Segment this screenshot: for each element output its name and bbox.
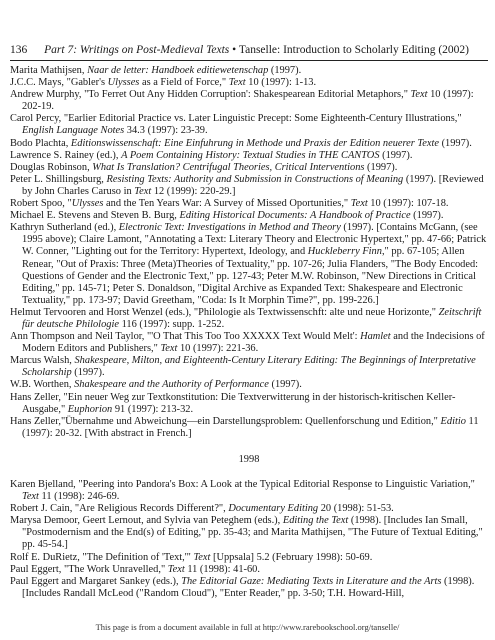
entries-1997 [10,65,488,440]
entry-text: Paul Eggert, "The Work Unravelled," [10,563,168,575]
bibliography-entry [10,174,488,198]
entry-text: Michael E. Stevens and Steven B. Burg, [10,210,180,222]
entry-title: English Language Notes [22,125,125,137]
bibliography-entry [10,150,488,162]
bibliography-entry [10,576,488,600]
entry-text: Douglas Robinson, [10,161,93,173]
bibliography-entry [10,416,488,440]
entry-text: 11 (1998): 41-60. [184,563,260,575]
entry-title: The Editorial Gaze: Mediating Texts in Literature and the Arts [181,575,442,587]
entry-text: (1997). [438,137,472,149]
entry-text: Marita Mathijsen, [10,65,88,76]
entry-text: 34.3 (1997): 23-39. [124,125,208,137]
bibliography-entry [10,65,488,77]
bibliography-entry [10,379,488,391]
bibliography-entry [10,479,488,503]
header-rule [10,60,488,61]
bibliography-entry [10,210,488,222]
bibliography-entry [10,89,488,113]
entry-title: Text [22,491,39,503]
bibliography-entry [10,355,488,379]
footer-note: This page is from a document available in full at http://www.rarebookschool.org/tanselle/ [95,622,400,632]
entry-text: Andrew Murphy, "To Ferret Out Any Hidden Corruption': Shakespearean Editorial Metaphors," [10,89,411,101]
entry-title: Resisting Texts: Authority and Submission in Constructions of Meaning [106,173,404,185]
bibliography-entry [10,392,488,416]
entry-text: Bodo Plachta, [10,137,71,149]
entry-text: ," pp. 67-105; Allen Renear, "Out of Praxis: Three (Meta)Theories of Textuality," pp. 107-26; Julia Flanders, "The Body Encoded: Questions of Gender and the Electronic Text," pp. 127-43; Peter M.W. Robinson, "New Directions in Critical Editing," pp. 145-71; Peter S. Donaldson, "Digital Archive as Expanded Text: Shakespeare and Electronic Textuality," pp. 173-97; David Greetham, "Coda: Is It Morphin Time?", pp. 199-226.] [22,246,479,306]
entry-title: Editing Historical Documents: A Handbook of Practice [179,210,411,222]
entry-text: (1997). [410,210,444,222]
entry-text: [Uppsala] 5.2 (February 1998): 50-69. [210,551,373,563]
entry-text: (1997). [Reviewed by John Charles Caruso in [22,173,484,197]
entry-title: Text [410,89,428,101]
entry-text: Rolf E. DuRietz, "The Definition of 'Text,'" [10,551,194,563]
entry-title: Editio [440,415,466,427]
entry-text: (1997). [268,65,302,76]
entry-title: Electronic Text: Investigations in Method and Theory [118,222,341,234]
entry-text: Hans Zeller,"Übernahme und Abweichung—ein Darstellungsproblem: Quellenforschung und Edition," [10,415,441,427]
entry-text: and the Indecisions of Modern Editors and Publishers," [22,331,485,355]
bibliography-entry [10,113,488,137]
bibliography-entry [10,515,488,551]
entry-title: Text [134,185,152,197]
bibliography-entry [10,222,488,307]
entry-text: 116 (1997): supp. 1-252. [118,318,225,330]
entry-text: Peter L. Shillingsburg, [10,173,107,185]
entry-title: Hamlet [360,331,391,343]
entry-title: Text [167,563,185,575]
entry-text: Hans Zeller, "Ein neuer Weg zur Textkonstitution: Die Textverwitterung in der historisch-kritischen Keller-Ausgabe," [10,391,456,415]
entry-text: 11 (1997): 20-32. [With abstract in French.] [22,415,479,439]
header-separator: • [232,44,237,56]
entry-text: Ann Thompson and Neil Taylor, "'O That This Too Too XXXXX Text Would Melt': [10,331,361,343]
bibliography-entry [10,503,488,515]
entry-text: Robert Spoo, " [10,198,72,210]
entry-title: Text [160,343,178,355]
entry-text: J.C.C. Mays, "Gabler's [10,77,108,89]
entry-text: Kathryn Sutherland (ed.), [10,222,119,234]
entry-title: Shakespeare and the Authority of Performance [74,379,269,391]
bibliography-entry [10,564,488,576]
entry-title: Ulysses [71,198,104,210]
bibliography-entry [10,307,488,331]
entry-title: Huckleberry Finn [307,246,382,258]
bibliography-entry [10,138,488,150]
entry-title: Text [193,551,211,563]
entry-text: as a Field of Force," [139,77,229,89]
entry-text: Paul Eggert and Margaret Sankey (eds.), [10,575,182,587]
year-heading: 1998 [238,453,260,465]
bibliography [10,65,488,600]
entry-title: Documentary Editing [228,503,319,515]
entry-text: Robert J. Cain, "Are Religious Records Different?", [10,503,229,515]
running-header [10,44,488,56]
running-subtitle: Tanselle: Introduction to Scholarly Editing (2002) [238,44,469,56]
entry-text: (1997). [379,149,413,161]
entry-text: 10 (1997): 1-13. [245,77,317,89]
entry-title: Text [350,198,368,210]
entry-text: (1998). [Includes Randall McLeod ("Random Cloud"), "Enter Reader," pp. 3-50; T.H. Howard-Hill, [22,575,475,599]
entry-title: A Poem Containing History: Textual Studies in THE CANTOS [121,149,380,161]
entry-title: Naar de letter: Handboek editiewetenschap [87,65,269,76]
entry-title: Text [228,77,246,89]
bibliography-entry [10,198,488,210]
entry-text: Marcus Walsh, [10,355,75,367]
entry-title: Euphorion [67,403,113,415]
entry-text: Lawrence S. Rainey (ed.), [10,149,122,161]
entry-text: 10 (1997): 202-19. [22,89,474,113]
entry-title: Ulysses [107,77,140,89]
bibliography-entry [10,552,488,564]
entry-text: Marysa Demoor, Geert Lernout, and Sylvia van Peteghem (eds.), [10,515,283,527]
entry-title: Zeitschrift für deutsche Philologie [22,306,482,330]
entry-text: Carol Percy, "Earlier Editorial Practice vs. Later Linguistic Precept: Some Eighteenth-Century Illustrations," [10,113,462,125]
entry-text: (1997). [Contains McGann, (see 1995 above); Claire Lamont, "Annotating a Text: Literary Theory and Electronic Hypertext," pp. 47-66; Patrick W. Conner, "Lighting out for the Territory: Hypertext, Ideology, and [22,222,487,258]
entry-text: and the Ten Years War: A Survey of Missed Oportunities," [103,198,351,210]
entry-text: 91 (1997): 213-32. [112,403,194,415]
entry-text: 10 (1997): 107-18. [367,198,449,210]
entry-title: Shakespeare, Milton, and Eighteenth-Century Literary Editing: The Beginnings of Interpretative Scholarship [22,355,476,379]
entry-text: (1997). [71,367,105,379]
entry-text: (1997). [268,379,302,391]
entries-1998 [10,479,488,600]
entry-text: 11 (1998): 246-69. [38,491,120,503]
entry-text: 10 (1997): 221-36. [177,343,259,355]
entry-title: Editing the Text [282,515,349,527]
running-title: Part 7: Writings on Post-Medieval Texts [44,44,230,56]
entry-text: Helmut Tervooren and Horst Wenzel (eds.), "Philologie als Textwissenschft: alte und neue Horizonte," [10,306,439,318]
entry-title: Editionswissenschaft: Eine Einfuhrung in Methode und Praxis der Edition neuerer Texte [70,137,439,149]
entry-title: What Is Translation? Centrifugal Theories, Critical Interventions [92,161,365,173]
bibliography-entry [10,162,488,174]
bibliography-entry [10,77,488,89]
entry-text: W.B. Worthen, [10,379,75,391]
bibliography-entry [10,331,488,355]
entry-text: (1998). [Includes Ian Small, "Postmodernism and the End(s) of Editing," pp. 35-43; and Marita Mathijsen, "The Future of Textual Editing," pp. 45-54.] [22,515,483,551]
entry-text: (1997). [364,161,398,173]
entry-text: 12 (1999): 220-29.] [151,185,236,197]
entry-text: 20 (1998): 51-53. [318,503,394,515]
page-number: 136 [10,44,28,56]
entry-text: Karen Bjelland, "Peering into Pandora's Box: A Look at the Typical Editorial Response to Linguistic Variation," [10,479,475,490]
